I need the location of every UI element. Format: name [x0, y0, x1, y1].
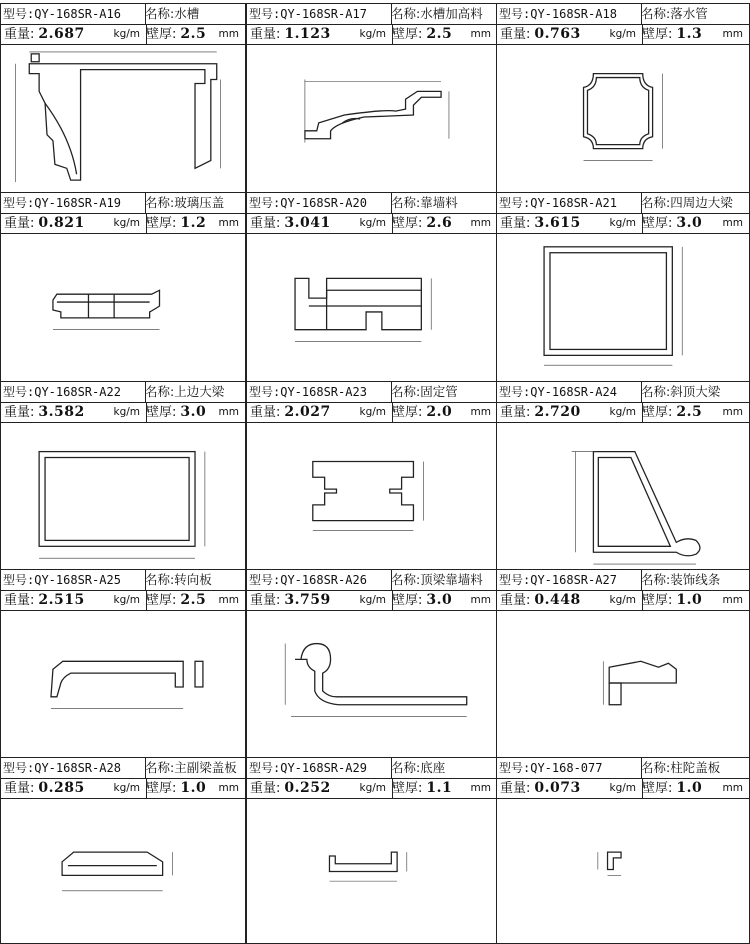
thickness-field — [143, 24, 245, 44]
profile-name: 固定管 — [420, 384, 458, 399]
thickness-unit: mm — [218, 782, 239, 794]
profile-name: 柱陀盖板 — [670, 760, 721, 775]
weight-unit: kg/m — [113, 594, 140, 606]
thickness-value: 1.2 — [180, 215, 207, 231]
profile-card — [496, 757, 750, 944]
model-field — [1, 4, 146, 24]
name-field — [639, 193, 749, 213]
thickness-unit: mm — [722, 217, 743, 229]
thickness-unit: mm — [470, 28, 491, 40]
model-label: 型号: — [3, 573, 35, 587]
thickness-value: 2.5 — [676, 404, 703, 420]
weight-field — [1, 778, 147, 798]
name-field — [389, 382, 497, 402]
weight-unit: kg/m — [359, 594, 386, 606]
name-field — [639, 758, 749, 778]
model-label: 型号: — [499, 761, 531, 775]
thickness-value: 3.0 — [180, 404, 207, 420]
name-label: 名称: — [145, 572, 175, 587]
weight-value: 0.285 — [38, 780, 85, 796]
weight-value: 0.821 — [38, 215, 85, 231]
name-field — [639, 4, 749, 24]
thickness-value: 3.0 — [426, 592, 453, 608]
profile-card — [0, 757, 246, 944]
profile-drawing — [247, 233, 497, 381]
profile-header — [1, 570, 245, 610]
name-label: 名称: — [641, 6, 671, 21]
name-label: 名称: — [641, 195, 671, 210]
profile-header — [1, 193, 245, 233]
name-label: 名称: — [641, 760, 671, 775]
model-code: QY-168SR-A29 — [280, 761, 367, 775]
turning-plate-profile-drawing — [1, 610, 245, 758]
thickness-value: 2.0 — [426, 404, 453, 420]
model-label: 型号: — [3, 196, 35, 210]
profile-name: 上边大梁 — [174, 384, 225, 399]
perimeter-beam-profile-drawing — [497, 233, 749, 381]
model-code: QY-168SR-A18 — [530, 7, 617, 21]
weight-label: 重量: — [4, 593, 35, 608]
thickness-value: 1.1 — [426, 780, 453, 796]
thickness-field — [639, 590, 749, 610]
thickness-field — [389, 402, 497, 422]
model-label: 型号: — [249, 196, 281, 210]
model-code: QY-168SR-A26 — [280, 573, 367, 587]
name-label: 名称: — [391, 384, 421, 399]
model-label: 型号: — [3, 7, 35, 21]
column-cover-profile-drawing — [497, 798, 749, 943]
profile-card — [246, 381, 498, 571]
profile-header — [497, 4, 749, 44]
profile-card — [0, 3, 246, 193]
profile-name: 玻璃压盖 — [174, 195, 225, 210]
profile-drawing — [1, 422, 245, 570]
name-field — [143, 570, 245, 590]
model-label: 型号: — [249, 7, 281, 21]
profile-card — [496, 192, 750, 382]
thickness-field — [389, 213, 497, 233]
weight-field — [1, 402, 147, 422]
profile-drawing — [1, 610, 245, 758]
thickness-label: 壁厚: — [146, 216, 177, 231]
weight-field — [497, 590, 643, 610]
thickness-unit: mm — [722, 28, 743, 40]
profile-drawing — [1, 233, 245, 381]
weight-label: 重量: — [500, 216, 531, 231]
profile-card — [246, 192, 498, 382]
profile-name: 落水管 — [670, 6, 708, 21]
model-code: QY-168SR-A21 — [530, 196, 617, 210]
model-label: 型号: — [499, 573, 531, 587]
weight-value: 2.687 — [38, 26, 85, 42]
thickness-unit: mm — [218, 406, 239, 418]
thickness-label: 壁厚: — [392, 781, 423, 796]
profile-card — [246, 569, 498, 759]
profile-name: 底座 — [420, 760, 446, 775]
profile-card — [496, 3, 750, 193]
model-field — [247, 382, 392, 402]
name-label: 名称: — [391, 760, 421, 775]
weight-label: 重量: — [500, 781, 531, 796]
thickness-field — [639, 778, 749, 798]
model-field — [497, 570, 642, 590]
thickness-field — [639, 402, 749, 422]
thickness-label: 壁厚: — [146, 781, 177, 796]
weight-label: 重量: — [250, 781, 281, 796]
thickness-value: 2.5 — [180, 592, 207, 608]
thickness-label: 壁厚: — [642, 216, 673, 231]
model-code: QY-168SR-A24 — [530, 385, 617, 399]
thickness-unit: mm — [722, 594, 743, 606]
name-field — [389, 570, 497, 590]
thickness-unit: mm — [722, 406, 743, 418]
decor-strip-profile-drawing — [497, 610, 749, 758]
name-label: 名称: — [641, 384, 671, 399]
thickness-value: 2.5 — [180, 26, 207, 42]
model-code: QY-168SR-A27 — [530, 573, 617, 587]
thickness-value: 1.0 — [676, 780, 703, 796]
profile-drawing — [497, 44, 749, 192]
model-label: 型号: — [3, 761, 35, 775]
thickness-field — [389, 590, 497, 610]
weight-unit: kg/m — [609, 594, 636, 606]
name-field — [639, 382, 749, 402]
fixing-tube-profile-drawing — [247, 422, 497, 570]
weight-field — [247, 778, 393, 798]
weight-unit: kg/m — [359, 406, 386, 418]
profile-header — [1, 4, 245, 44]
weight-label: 重量: — [250, 405, 281, 420]
profile-header — [247, 382, 497, 422]
base-profile-drawing — [247, 798, 497, 943]
profile-name: 顶梁靠墙料 — [420, 572, 483, 587]
thickness-label: 壁厚: — [392, 27, 423, 42]
weight-value: 3.759 — [284, 592, 331, 608]
profile-name: 斜顶大梁 — [670, 384, 721, 399]
gutter-extension-profile-drawing — [247, 44, 497, 192]
profile-drawing — [497, 422, 749, 570]
weight-value: 2.515 — [38, 592, 85, 608]
weight-value: 3.582 — [38, 404, 85, 420]
top-beam-profile-drawing — [1, 422, 245, 570]
weight-unit: kg/m — [609, 28, 636, 40]
thickness-unit: mm — [722, 782, 743, 794]
profile-card — [0, 381, 246, 571]
name-label: 名称: — [641, 572, 671, 587]
name-field — [389, 758, 497, 778]
weight-label: 重量: — [4, 405, 35, 420]
model-field — [247, 570, 392, 590]
weight-label: 重量: — [250, 216, 281, 231]
model-code: QY-168SR-A20 — [280, 196, 367, 210]
weight-label: 重量: — [500, 405, 531, 420]
profile-card — [246, 757, 498, 944]
name-field — [389, 193, 497, 213]
model-label: 型号: — [499, 196, 531, 210]
wall-profile-drawing — [247, 233, 497, 381]
name-label: 名称: — [145, 384, 175, 399]
thickness-field — [143, 590, 245, 610]
thickness-field — [143, 213, 245, 233]
thickness-unit: mm — [470, 217, 491, 229]
thickness-label: 壁厚: — [146, 405, 177, 420]
thickness-label: 壁厚: — [392, 405, 423, 420]
weight-value: 0.073 — [534, 780, 581, 796]
model-field — [497, 4, 642, 24]
model-label: 型号: — [249, 385, 281, 399]
thickness-value: 2.5 — [426, 26, 453, 42]
profile-header — [1, 382, 245, 422]
slope-beam-profile-drawing — [497, 422, 749, 570]
name-field — [143, 758, 245, 778]
thickness-value: 1.0 — [180, 780, 207, 796]
weight-label: 重量: — [500, 593, 531, 608]
weight-field — [1, 590, 147, 610]
profile-drawing — [247, 44, 497, 192]
profile-drawing — [247, 610, 497, 758]
model-code: QY-168SR-A23 — [280, 385, 367, 399]
thickness-label: 壁厚: — [392, 593, 423, 608]
weight-label: 重量: — [4, 27, 35, 42]
profile-header — [247, 758, 497, 798]
thickness-value: 1.0 — [676, 592, 703, 608]
thickness-field — [143, 402, 245, 422]
profile-card — [496, 569, 750, 759]
weight-value: 1.123 — [284, 26, 331, 42]
profile-name: 主副梁盖板 — [174, 760, 237, 775]
thickness-unit: mm — [470, 594, 491, 606]
profile-drawing — [497, 233, 749, 381]
thickness-label: 壁厚: — [642, 27, 673, 42]
model-code: QY-168SR-A28 — [34, 761, 121, 775]
name-field — [143, 4, 245, 24]
name-field — [389, 4, 497, 24]
profile-name: 转向板 — [174, 572, 212, 587]
weight-value: 2.027 — [284, 404, 331, 420]
profile-header — [1, 758, 245, 798]
thickness-value: 1.3 — [676, 26, 703, 42]
profile-drawing — [247, 422, 497, 570]
name-label: 名称: — [145, 6, 175, 21]
beam-cover-profile-drawing — [1, 798, 245, 943]
downpipe-profile-drawing — [497, 44, 749, 192]
thickness-label: 壁厚: — [146, 593, 177, 608]
model-field — [1, 382, 146, 402]
weight-field — [497, 213, 643, 233]
model-code: QY-168SR-A22 — [34, 385, 121, 399]
name-field — [143, 193, 245, 213]
thickness-label: 壁厚: — [642, 593, 673, 608]
name-label: 名称: — [391, 195, 421, 210]
glass-cover-profile-drawing — [1, 233, 245, 381]
weight-field — [497, 778, 643, 798]
weight-unit: kg/m — [609, 406, 636, 418]
weight-field — [497, 24, 643, 44]
weight-field — [247, 213, 393, 233]
model-label: 型号: — [499, 7, 531, 21]
profile-name: 装饰线条 — [670, 572, 721, 587]
profile-card — [246, 3, 498, 193]
model-field — [1, 758, 146, 778]
model-code: QY-168-077 — [530, 761, 603, 775]
model-field — [247, 193, 392, 213]
name-field — [639, 570, 749, 590]
thickness-unit: mm — [218, 594, 239, 606]
model-field — [1, 570, 146, 590]
weight-unit: kg/m — [113, 782, 140, 794]
profile-header — [497, 758, 749, 798]
thickness-unit: mm — [218, 28, 239, 40]
weight-unit: kg/m — [609, 782, 636, 794]
profile-header — [497, 382, 749, 422]
model-label: 型号: — [499, 385, 531, 399]
profile-header — [497, 193, 749, 233]
weight-field — [247, 24, 393, 44]
model-field — [1, 193, 146, 213]
weight-value: 3.615 — [534, 215, 581, 231]
weight-value: 2.720 — [534, 404, 581, 420]
thickness-label: 壁厚: — [642, 781, 673, 796]
thickness-value: 3.0 — [676, 215, 703, 231]
thickness-label: 壁厚: — [642, 405, 673, 420]
name-label: 名称: — [391, 6, 421, 21]
weight-unit: kg/m — [359, 782, 386, 794]
thickness-unit: mm — [218, 217, 239, 229]
weight-field — [497, 402, 643, 422]
model-label: 型号: — [3, 385, 35, 399]
name-label: 名称: — [145, 760, 175, 775]
name-label: 名称: — [391, 572, 421, 587]
model-field — [497, 193, 642, 213]
weight-value: 0.763 — [534, 26, 581, 42]
weight-field — [247, 402, 393, 422]
model-code: QY-168SR-A19 — [34, 196, 121, 210]
weight-label: 重量: — [250, 593, 281, 608]
weight-unit: kg/m — [359, 217, 386, 229]
roof-beam-wall-profile-drawing — [247, 610, 497, 758]
profile-header — [247, 4, 497, 44]
profile-drawing — [497, 798, 749, 943]
model-field — [497, 382, 642, 402]
weight-unit: kg/m — [113, 406, 140, 418]
model-field — [247, 4, 392, 24]
profile-drawing — [1, 44, 245, 192]
profile-card — [0, 569, 246, 759]
weight-value: 3.041 — [284, 215, 331, 231]
profile-name: 四周边大梁 — [670, 195, 733, 210]
name-label: 名称: — [145, 195, 175, 210]
weight-label: 重量: — [4, 781, 35, 796]
weight-unit: kg/m — [359, 28, 386, 40]
profile-name: 靠墙料 — [420, 195, 458, 210]
name-field — [143, 382, 245, 402]
model-field — [247, 758, 392, 778]
weight-unit: kg/m — [609, 217, 636, 229]
weight-label: 重量: — [250, 27, 281, 42]
thickness-field — [639, 24, 749, 44]
model-code: QY-168SR-A17 — [280, 7, 367, 21]
profile-header — [247, 193, 497, 233]
thickness-label: 壁厚: — [392, 216, 423, 231]
profile-header — [497, 570, 749, 610]
profile-drawing — [1, 798, 245, 943]
weight-unit: kg/m — [113, 217, 140, 229]
profile-drawing — [497, 610, 749, 758]
gutter-profile-drawing — [1, 44, 245, 192]
thickness-field — [389, 778, 497, 798]
model-label: 型号: — [249, 573, 281, 587]
thickness-value: 2.6 — [426, 215, 453, 231]
profile-header — [247, 570, 497, 610]
profile-name: 水槽加高料 — [420, 6, 483, 21]
weight-field — [247, 590, 393, 610]
weight-label: 重量: — [500, 27, 531, 42]
weight-label: 重量: — [4, 216, 35, 231]
model-code: QY-168SR-A16 — [34, 7, 121, 21]
thickness-field — [389, 24, 497, 44]
weight-value: 0.448 — [534, 592, 581, 608]
model-code: QY-168SR-A25 — [34, 573, 121, 587]
thickness-label: 壁厚: — [146, 27, 177, 42]
weight-field — [1, 24, 147, 44]
model-label: 型号: — [249, 761, 281, 775]
weight-field — [1, 213, 147, 233]
profile-name: 水槽 — [174, 6, 200, 21]
thickness-unit: mm — [470, 406, 491, 418]
thickness-field — [143, 778, 245, 798]
profile-card — [496, 381, 750, 571]
weight-value: 0.252 — [284, 780, 331, 796]
thickness-field — [639, 213, 749, 233]
model-field — [497, 758, 642, 778]
thickness-unit: mm — [470, 782, 491, 794]
profile-card — [0, 192, 246, 382]
profile-drawing — [247, 798, 497, 943]
weight-unit: kg/m — [113, 28, 140, 40]
